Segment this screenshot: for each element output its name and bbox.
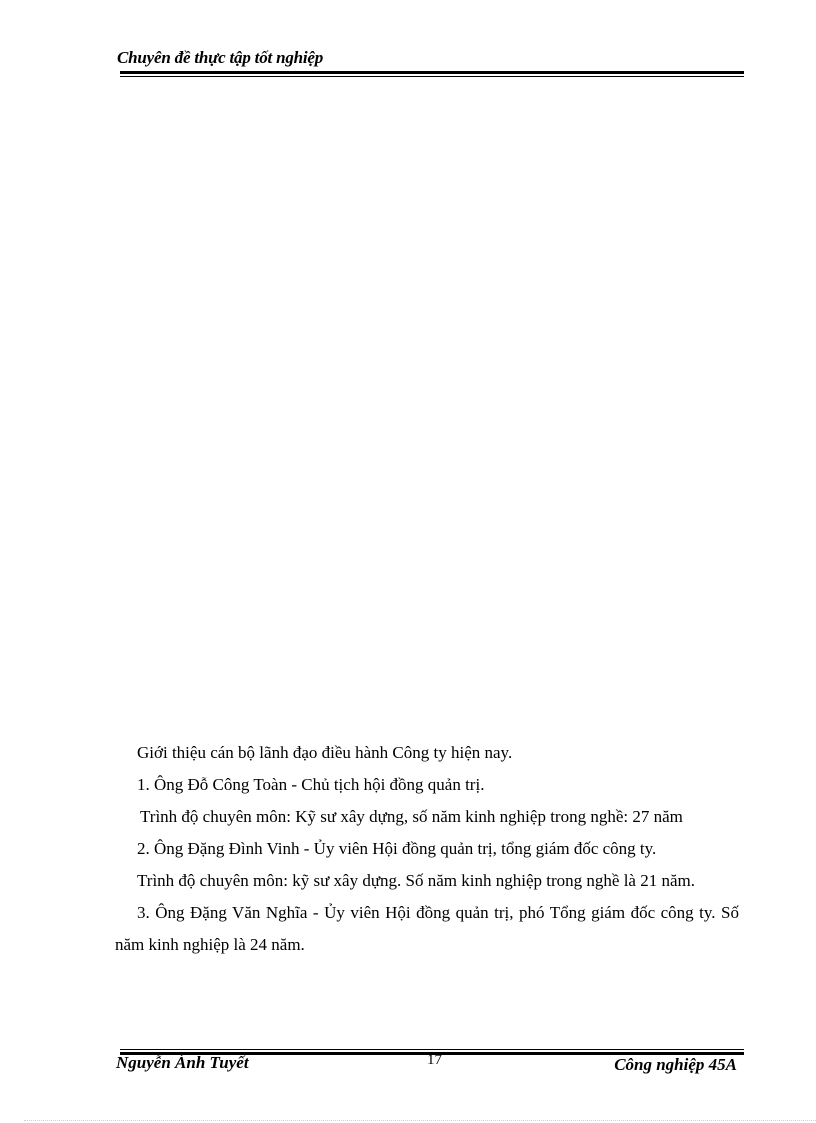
- document-body: [115, 737, 739, 961]
- body-paragraph-item-2: 2. Ông Đặng Đình Vinh - Ủy viên Hội đồng quản trị, tổng giám đốc công ty.: [137, 839, 657, 858]
- body-paragraph-item-1-detail: Trình độ chuyên môn: Kỹ sư xây dựng, số năm kinh nghiệp trong nghề: 27 năm: [140, 807, 683, 826]
- footer-author: Nguyễn Ánh Tuyết: [116, 1053, 249, 1072]
- page-bottom-edge: [24, 1120, 816, 1121]
- body-paragraph-item-2-detail: Trình độ chuyên môn: kỹ sư xây dựng. Số năm kinh nghiệp trong nghề là 21 năm.: [137, 871, 695, 890]
- document-header-title: Chuyên đề thực tập tốt nghiệp: [117, 48, 324, 67]
- header-divider-thick: [120, 71, 744, 74]
- footer-divider-thin: [120, 1049, 744, 1050]
- body-paragraph-item-3: 3. Ông Đặng Văn Nghĩa - Ủy viên Hội đồng quản trị, phó Tổng giám đốc công ty. Số năm kinh nghiệp là 24 năm.: [115, 903, 739, 954]
- page-number: 17: [427, 1052, 442, 1068]
- header-divider-thin: [120, 76, 744, 77]
- footer-class-name: Công nghiệp 45A: [614, 1055, 737, 1074]
- body-paragraph-intro: Giới thiệu cán bộ lãnh đạo điều hành Công ty hiện nay.: [137, 743, 513, 762]
- body-paragraph-item-1: 1. Ông Đỗ Công Toàn - Chủ tịch hội đồng quản trị.: [137, 775, 485, 794]
